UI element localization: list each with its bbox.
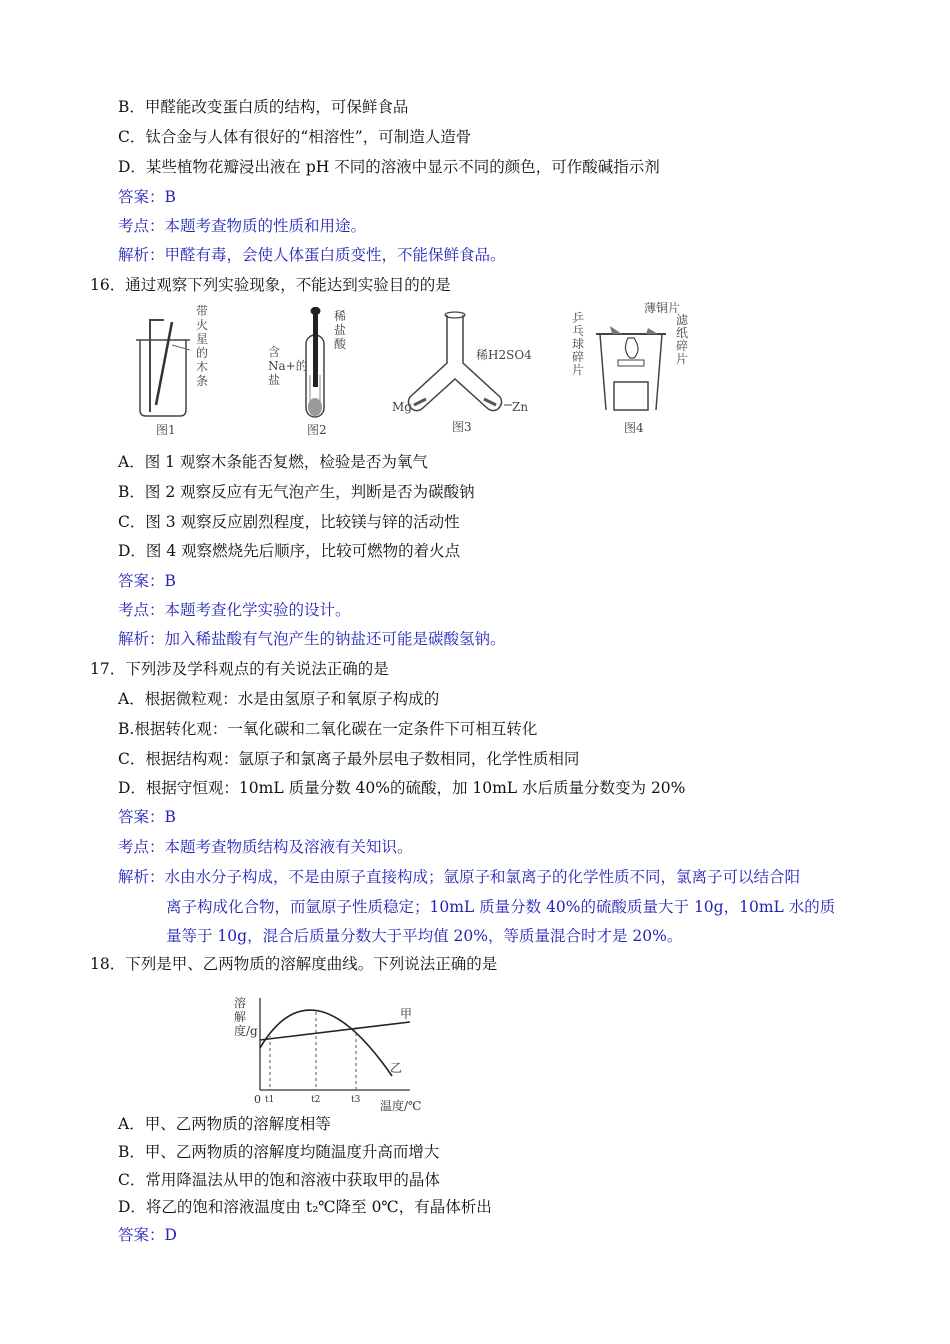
fig3-mg-label: Mg [392,400,412,414]
q17-option-a: A．根据微粒观：水是由氢原子和氧原子构成的 [118,690,440,708]
fig4-pingpong-label: 乒乓球碎片 [572,311,585,377]
q18-answer: 答案：D [118,1226,177,1244]
q16-option-c: C．图 3 观察反应剧烈程度，比较镁与锌的活动性 [118,513,460,531]
graph-y-label: 溶解度/g [234,996,258,1038]
graph-curve-jia-label: 甲 [400,1007,413,1021]
q17-analysis-line-2: 离子构成化合物，而氩原子性质稳定；10mL 质量分数 40%的硫酸质量大于 10g，10mL 水的质 [166,898,836,916]
q15-knowledge-point: 考点：本题考查物质的性质和用途。 [118,217,367,235]
q16-option-b: B．图 2 观察反应有无气泡产生，判断是否为碳酸钠 [118,483,475,501]
q18-option-b: B．甲、乙两物质的溶解度均随温度升高而增大 [118,1143,440,1161]
q15-answer: 答案：B [118,188,176,206]
q18-option-c: C．常用降温法从甲的饱和溶液中获取甲的晶体 [118,1171,440,1189]
q17-analysis-line-3: 量等于 10g，混合后质量分数大于平均值 20%，等质量混合时才是 20%。 [166,927,683,945]
figure-2 [262,305,372,440]
q16-option-d: D．图 4 观察燃烧先后顺序，比较可燃物的着火点 [118,542,461,560]
q16-analysis: 解析：加入稀盐酸有气泡产生的钠盐还可能是碳酸氢钠。 [118,630,506,648]
q15-option-b: B．甲醛能改变蛋白质的结构，可保鲜食品 [118,98,409,116]
q16-answer: 答案：B [118,572,176,590]
graph-tick-t2: t2 [311,1095,321,1105]
fig2-caption: 图2 [307,423,327,437]
q17-answer: 答案：B [118,808,176,826]
fig4-paper-label: 滤纸碎片 [676,313,689,366]
q16-knowledge-point: 考点：本题考查化学实验的设计。 [118,601,351,619]
graph-curve-yi-label: 乙 [390,1061,403,1075]
fig3-acid-label: 稀H2SO4 [476,348,532,362]
solubility-curve-figure [232,990,432,1115]
graph-tick-t3: t3 [351,1095,361,1105]
q16-stem: 16．通过观察下列实验现象，不能达到实验目的的是 [90,276,451,294]
fig3-caption: 图3 [452,420,472,434]
graph-tick-t1: t1 [265,1095,275,1105]
q16-option-a: A．图 1 观察木条能否复燃，检验是否为氧气 [118,453,428,471]
fig2-salt-label: 含Na+的盐 [268,345,308,387]
q17-knowledge-point: 考点：本题考查物质结构及溶液有关知识。 [118,838,413,856]
figure-4 [570,298,700,438]
graph-origin: 0 [254,1093,261,1106]
q17-option-b: B.根据转化观：一氧化碳和二氧化碳在一定条件下可相互转化 [118,720,538,738]
fig1-wood-label: 带火星的木条 [196,304,209,388]
fig4-caption: 图4 [624,421,644,435]
fig3-zn-label: Zn [512,400,529,414]
q18-option-a: A．甲、乙两物质的溶解度相等 [118,1115,331,1133]
q15-option-c: C．钛合金与人体有很好的“相溶性”，可制造人造骨 [118,128,472,146]
graph-x-label: 温度/℃ [380,1099,422,1113]
fig1-caption: 图1 [156,423,176,437]
q17-option-d: D．根据守恒观：10mL 质量分数 40%的硫酸，加 10mL 水后质量分数变为 20% [118,779,686,797]
q18-option-d: D．将乙的饱和溶液温度由 t₂℃降至 0℃，有晶体析出 [118,1198,492,1216]
figure-1 [120,300,230,440]
q15-analysis: 解析：甲醛有毒，会使人体蛋白质变性，不能保鲜食品。 [118,246,506,264]
figure-3 [392,305,542,440]
fig2-acid-label: 稀盐酸 [334,309,347,351]
q17-stem: 17．下列涉及学科观点的有关说法正确的是 [90,660,389,678]
q17-option-c: C．根据结构观：氩原子和氯离子最外层电子数相同，化学性质相同 [118,750,580,768]
fig4-copper-label: 薄铜片 [644,301,681,315]
q18-stem: 18．下列是甲、乙两物质的溶解度曲线。下列说法正确的是 [90,955,498,973]
q15-option-d: D．某些植物花瓣浸出液在 pH 不同的溶液中显示不同的颜色，可作酸碱指示剂 [118,158,660,176]
q17-analysis-line-1: 解析：水由水分子构成，不是由原子直接构成；氩原子和氯离子的化学性质不同，氯离子可以结合阳 [118,868,801,886]
